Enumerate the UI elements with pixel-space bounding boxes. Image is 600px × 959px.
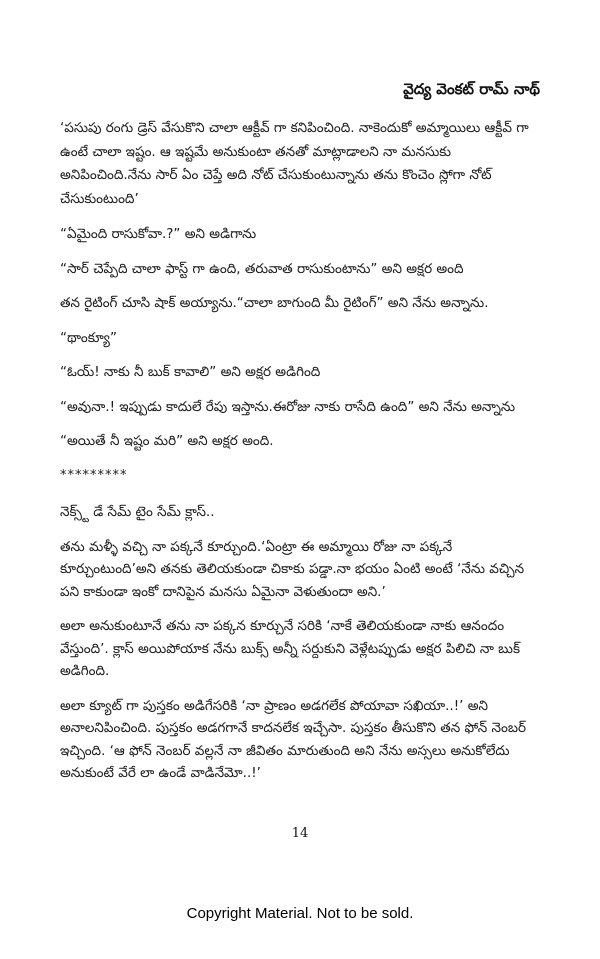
paragraph: ‘పసుపు రంగు డ్రెస్ వేసుకొని చాలా ఆక్టీవ్ గా కనిపించింది. నాకెందుకో అమ్మాయిలు ఆక్టీవ్ గా ఉంటే చాలా ఇష్టం. ఆ ఇష్టమే అనుకుంటా తనతో మాట్లాడాలని నా మనసుకు అనిపించింది.నేను సార్ ఏం చెప్తే అది నోట్ చేసుకుంటున్నాను తను కొంచెం స్లోగా నోట్ చేసుకుంటుంది’ xyxy=(60,120,529,207)
copyright-notice: Copyright Material. Not to be sold. xyxy=(186,905,414,922)
paragraph: “సార్ చెప్పేది చాలా ఫాస్ట్ గా ఉంది, తరువాత రాసుకుంటాను” అని అక్షర అంది xyxy=(60,260,464,277)
paragraph: తన రైటింగ్ చూసి షాక్ అయ్యాను.“చాలా బాగుంది మీ రైటింగ్” అని నేను అన్నాను. xyxy=(60,295,489,311)
paragraph: “ఏమైంది రాసుకోవా.?” అని అడిగాను xyxy=(60,226,257,242)
page-number: 14 xyxy=(291,826,309,841)
paragraph: “థాంక్యూ” xyxy=(60,329,117,346)
paragraph: నెక్స్ట్ డే సేమ్ టైం సేమ్ క్లాస్.. xyxy=(60,504,215,520)
paragraph: అలా అనుకుంటూనే తను నా పక్కన కూర్చునే సరికి ‘నాకే తెలియకుండా నాకు ఆనందం వేస్తుంది’. క్లాస్ అయిపోయాక నేను బుక్స్ అన్నీ సర్దుకుని వెళ్లేటప్పుడు అక్షర పిలిచి నా బుక్ అడిగింది. xyxy=(60,618,521,679)
paragraph: “ఓయ్! నాకు నీ బుక్ కావాలి” అని అక్షర అడిగింది xyxy=(60,364,321,380)
paragraph: అలా క్యూట్ గా పుస్తకం అడిగేసరికి ‘నా ప్రాణం అడగలేక పోయావా సఖియా..!’ అని అనాలనిపించింది. పుస్తకం అడగగానే కాదనలేక ఇచ్చేసా. పుస్తకం తీసుకొని తన ఫోన్ నెంబర్ ఇచ్చింది. ‘ఆ ఫోన్ నెంబర్ వల్లనే నా జీవితం మారుతుంది అని నేను అస్సలు అనుకోలేదు అనుకుంటే వేరే లా ఉండే వాడినేమో..!’ xyxy=(60,697,526,781)
author-header: వైద్య వెంకట్ రామ్ నాథ్ xyxy=(403,80,540,98)
page-body xyxy=(60,117,544,797)
paragraph: “అవునా.! ఇప్పుడు కాదులే రేపు ఇస్తాను.ఈరోజు నాకు రాసేది ఉంది” అని నేను అన్నాను xyxy=(60,398,516,415)
paragraph: “అయితే నీ ఇష్టం మరి” అని అక్షర అంది. xyxy=(60,433,274,449)
paragraph: తను మళ్ళీ వచ్చి నా పక్కనే కూర్చుంది.‘ఏంట్రా ఈ అమ్మాయి రోజు నా పక్కనే కూర్చుంటుంది’అని తనకు తెలియకుండా చికాకు పడ్డా.నా భయం ఏంటి అంటే ‘నేను వచ్చిన పని కాకుండా ఇంకో దానిపైన మనసు ఏమైనా వెళుతుందా అని.’ xyxy=(60,538,525,600)
section-separator: ********* xyxy=(60,467,128,483)
